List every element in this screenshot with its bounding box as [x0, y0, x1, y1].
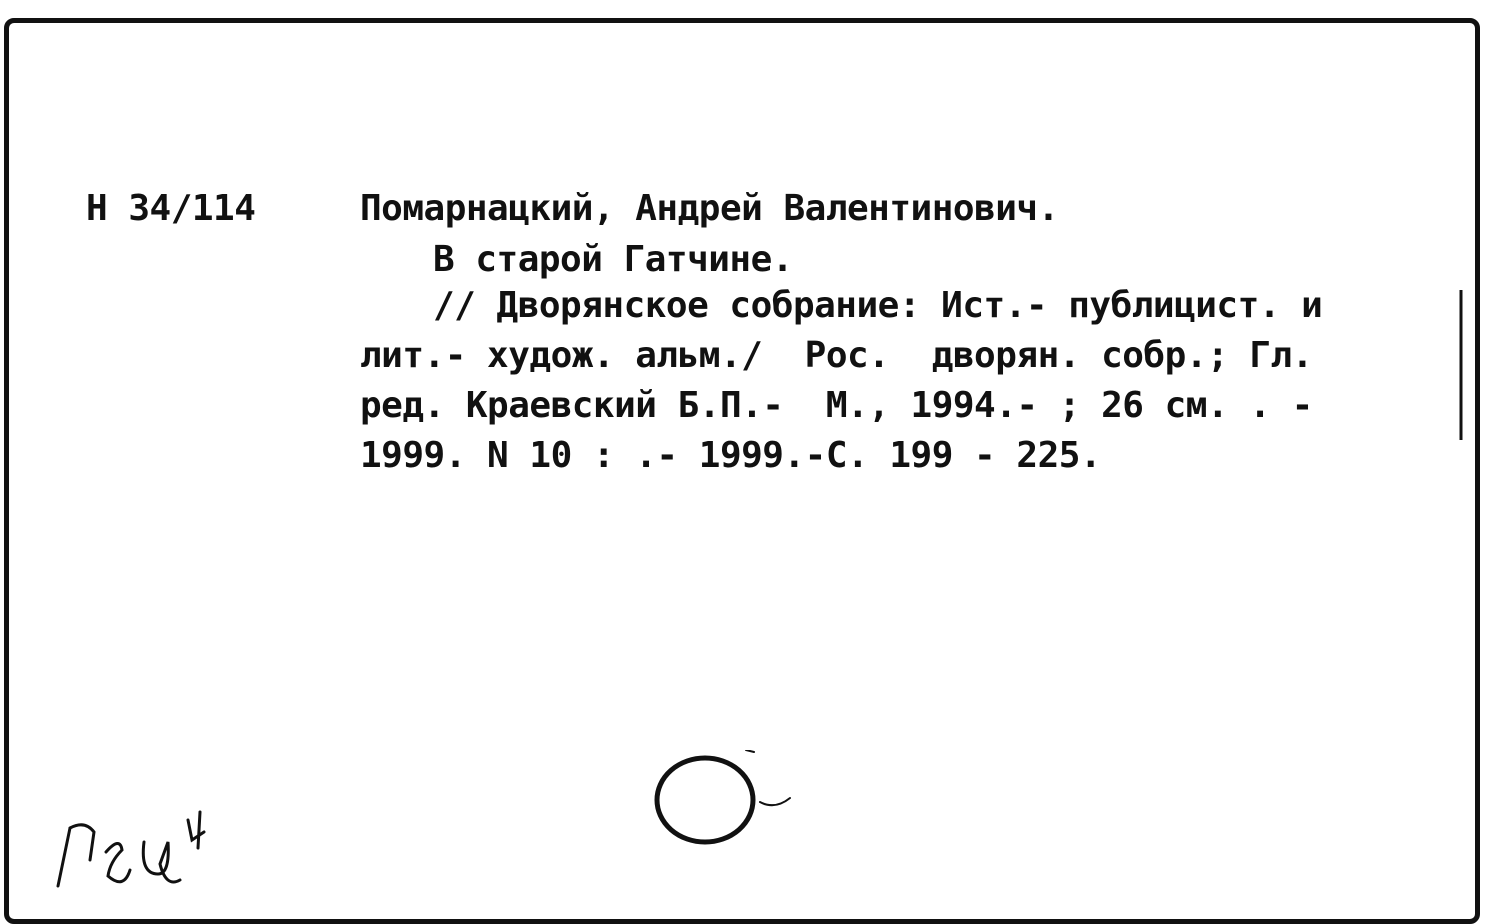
- handwritten-note: [50, 808, 220, 898]
- right-edge-mark: [1458, 290, 1464, 440]
- title-line: В старой Гатчине.: [433, 239, 793, 280]
- source-line-1: // Дворянское собрание: Ист.- публицист. и: [433, 285, 1323, 326]
- punch-hole-icon: [650, 750, 800, 860]
- author-line: Помарнацкий, Андрей Валентинович.: [360, 188, 1059, 229]
- source-line-2: лит.- худож. альм./ Рос. дворян. собр.; Гл.: [360, 335, 1313, 376]
- shelfmark: Н 34/114: [86, 188, 256, 229]
- source-line-3: ред. Краевский Б.П.- М., 1994.- ; 26 см. . -: [360, 385, 1313, 426]
- source-line-4: 1999. N 10 : .- 1999.-С. 199 - 225.: [360, 435, 1102, 476]
